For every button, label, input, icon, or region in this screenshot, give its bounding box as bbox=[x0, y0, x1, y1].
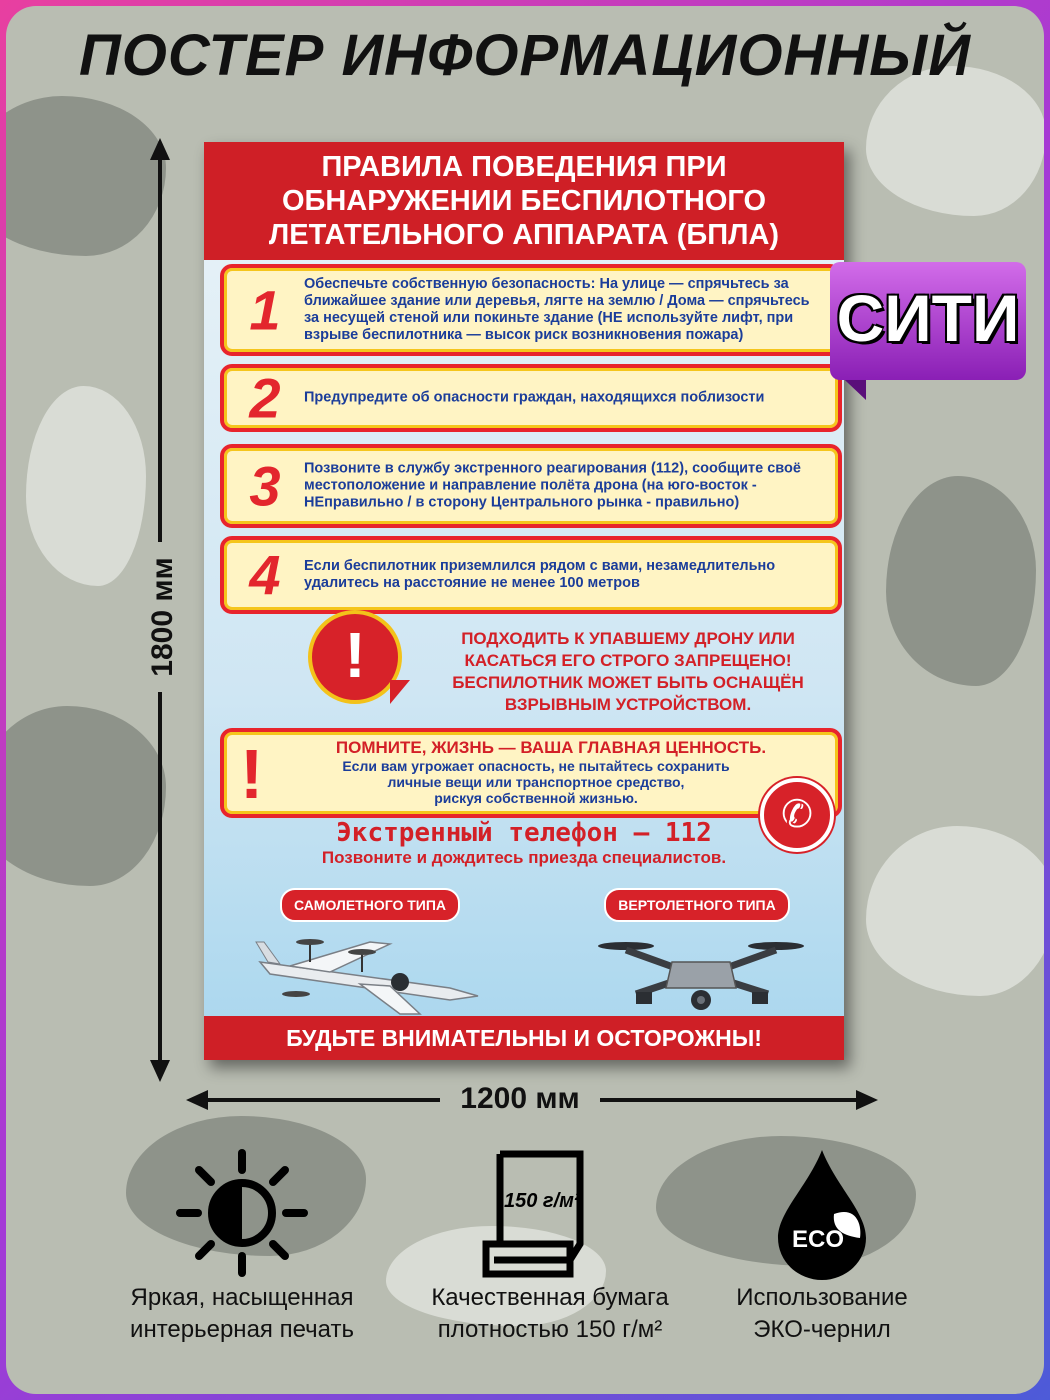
feature-line: Яркая, насыщенная bbox=[130, 1284, 354, 1311]
step-3 bbox=[220, 444, 842, 528]
step-text: Обеспечьте собственную безопасность: На улице — спрячьтесь за ближайшее здание или деревья, лягте на землю / Дома — спрячьтесь за несущей стеной или покиньте здание (НЕ используйте лифт, при взрыве беспилотника — высок риск возникновения пожара) bbox=[304, 276, 810, 343]
paper-icon bbox=[480, 1148, 590, 1282]
phone-icon: ✆ bbox=[760, 778, 834, 852]
feature-line: Качественная бумага bbox=[431, 1284, 669, 1311]
step-number: 2 bbox=[249, 366, 281, 430]
camo-blob bbox=[866, 826, 1044, 996]
emergency-block bbox=[204, 818, 844, 868]
camo-blob bbox=[886, 476, 1036, 686]
poster-title bbox=[204, 142, 844, 260]
warning-bubble-icon bbox=[308, 610, 402, 704]
height-dimension bbox=[108, 557, 218, 680]
feature-label-paper bbox=[400, 1282, 700, 1346]
warning-text bbox=[416, 628, 840, 716]
arrow-down-icon bbox=[150, 1060, 170, 1082]
paper-density-badge: 150 г/м² bbox=[504, 1190, 581, 1212]
step-number: 3 bbox=[249, 454, 281, 518]
poster-title-line: ПРАВИЛА ПОВЕДЕНИЯ ПРИ bbox=[321, 151, 727, 183]
warning-line: ВЗРЫВНЫМ УСТРОЙСТВОМ. bbox=[504, 695, 752, 714]
page-heading: ПОСТЕР ИНФОРМАЦИОННЫЙ bbox=[79, 23, 971, 88]
feature-label-eco bbox=[672, 1282, 972, 1346]
warning-line: ПОДХОДИТЬ К УПАВШЕМУ ДРОНУ ИЛИ bbox=[461, 629, 795, 648]
step-text: Если беспилотник приземлился рядом с вами, незамедлительно удалитесь на расстояние не менее 100 метров bbox=[304, 558, 776, 591]
camo-blob bbox=[26, 386, 146, 586]
eco-badge: ECO bbox=[792, 1226, 845, 1253]
eco-drop-icon bbox=[772, 1146, 872, 1282]
poster bbox=[204, 142, 844, 1060]
plane-type-label: САМОЛЕТНОГО ТИПА bbox=[280, 888, 460, 922]
poster-footer: БУДЬТЕ ВНИМАТЕЛЬНЫ И ОСТОРОЖНЫ! bbox=[204, 1016, 844, 1060]
city-badge bbox=[830, 262, 1026, 380]
warning-line: КАСАТЬСЯ ЕГО СТРОГО ЗАПРЕЩЕНО! bbox=[464, 651, 792, 670]
step-1 bbox=[220, 264, 842, 356]
fixed-wing-drone-image bbox=[250, 922, 490, 1018]
height-label: 1800 мм bbox=[146, 542, 180, 692]
step-text: Позвоните в службу экстренного реагирования (112), сообщите своё местоположение и направление полёта дрона (на юго-восток - НЕправильно / в сторону Центрального рынка - правильно) bbox=[304, 460, 801, 511]
warning-mark: ! bbox=[344, 619, 366, 691]
step-4 bbox=[220, 536, 842, 614]
remember-box bbox=[220, 728, 842, 818]
warning-line: БЕСПИЛОТНИК МОЖЕТ БЫТЬ ОСНАЩЁН bbox=[452, 673, 804, 692]
warning-bubble-tail bbox=[390, 680, 410, 704]
camo-blob bbox=[6, 706, 166, 886]
emergency-phone: Экстренный телефон – 112 bbox=[336, 818, 712, 848]
feature-line: Использование bbox=[736, 1284, 908, 1311]
feature-line: ЭКО-чернил bbox=[753, 1316, 891, 1343]
poster-title-line: ОБНАРУЖЕНИИ БЕСПИЛОТНОГО bbox=[281, 185, 767, 217]
feature-line: плотностью 150 г/м² bbox=[437, 1316, 663, 1343]
remember-line: Если вам угрожает опасность, не пытайтесь сохранить bbox=[342, 758, 730, 774]
step-2 bbox=[220, 364, 842, 432]
poster-title-line: ЛЕТАТЕЛЬНОГО АППАРАТА (БПЛА) bbox=[268, 219, 780, 251]
emergency-call: Позвоните и дождитесь приезда специалистов. bbox=[321, 848, 727, 867]
step-number: 1 bbox=[249, 278, 281, 342]
remember-line: личные вещи или транспортное средство, bbox=[387, 774, 685, 790]
width-label: 1200 мм bbox=[440, 1082, 600, 1116]
arrow-right-icon bbox=[856, 1090, 878, 1110]
exclamation-icon: ! bbox=[240, 735, 264, 813]
quadcopter-drone-image bbox=[596, 932, 806, 1016]
city-badge-text: СИТИ bbox=[836, 281, 1020, 355]
remember-line: рискуя собственной жизнью. bbox=[434, 790, 638, 806]
step-text: Предупредите об опасности граждан, находящихся поблизости bbox=[304, 389, 765, 406]
sun-icon bbox=[172, 1148, 312, 1278]
copter-type-label: ВЕРТОЛЕТНОГО ТИПА bbox=[604, 888, 790, 922]
step-number: 4 bbox=[249, 543, 281, 607]
remember-title: ПОМНИТЕ, ЖИЗНЬ — ВАША ГЛАВНАЯ ЦЕННОСТЬ. bbox=[335, 738, 767, 757]
feature-line: интерьерная печать bbox=[130, 1316, 354, 1343]
remember-text bbox=[274, 758, 798, 806]
camo-blob bbox=[6, 96, 166, 256]
feature-label-print bbox=[92, 1282, 392, 1346]
